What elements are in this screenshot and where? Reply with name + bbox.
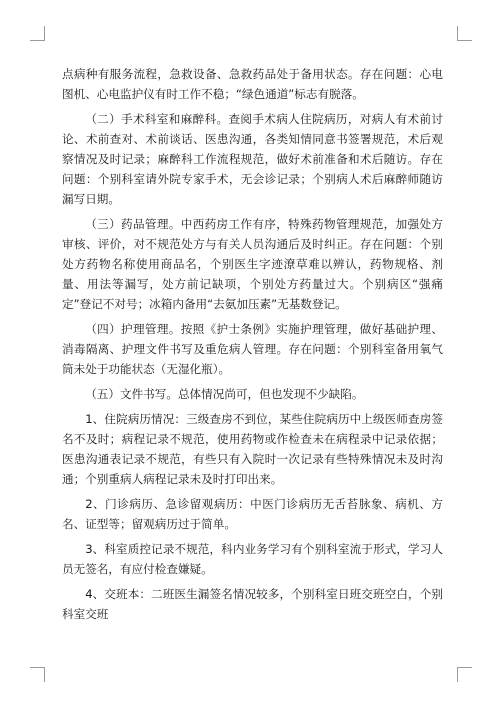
crop-mark-top-left xyxy=(30,26,45,41)
paragraph-shift-handover: 4、交班本：二班医生漏签名情况较多，个别科室日班交班空白，个别科室交班 xyxy=(62,587,443,621)
crop-mark-bottom-right xyxy=(457,667,472,682)
paragraph-outpatient-records: 2、门诊病历、急诊留观病历：中医门诊病历无舌苔脉象、病机、方名、证型等；留观病历过于简单。 xyxy=(62,497,443,531)
paragraph-drug-management: （三）药品管理。中西药房工作有序，特殊药物管理规范，加强处方审核、评价，对不规范处方与有关人员沟通后及时纠正。存在问题：个别处方药物名称使用商品名，个别医生字迹潦草难以辨认，药物规格、剂量、用法等漏写，处方前记缺项，个别处方药量过大。个别病区“强痛定”登记不对号；冰箱内备用“去氨加压素”无基数登记。 xyxy=(62,217,443,311)
paragraph-inpatient-records: 1、住院病历情况：三级查房不到位，某些住院病历中上级医师查房签名不及时；病程记录不规范，使用药物或作检查未在病程录中记录依据；医患沟通表记录不规范，有些只有入院时一次记录有些特殊情况未及时沟通；个别重病人病程记录未及时打印出来。 xyxy=(62,412,443,486)
document-body xyxy=(62,64,443,629)
paragraph-surgery-anesthesia: （二）手术科室和麻醉科。查阅手术病人住院病历，对病人有术前讨论、术前查对、术前谈话、医患沟通，各类知情同意书签署规范，术后观察情况及时记录；麻醉科工作流程规范，做好术前准备和术后随访。存在问题：个别科室请外院专家手术，无会诊记录；个别病人术后麻醉师随访漏写日期。 xyxy=(62,112,443,206)
paragraph-quality-control: 3、科室质控记录不规范，科内业务学习有个别科室流于形式，学习人员无签名，有应付检查嫌疑。 xyxy=(62,542,443,576)
paragraph-document-writing: （五）文件书写。总体情况尚可，但也发现不少缺陷。 xyxy=(85,387,364,401)
paragraph-nursing-management: （四）护理管理。按照《护士条例》实施护理管理，做好基础护理、消毒隔离、护理文件书写及重危病人管理。存在问题：个别科室备用氧气筒未处于功能状态（无湿化瓶）。 xyxy=(62,322,443,376)
crop-mark-top-right xyxy=(457,26,472,41)
crop-mark-bottom-left xyxy=(30,667,45,682)
paragraph-emergency-continued: 点病种有服务流程，急救设备、急救药品处于备用状态。存在问题：心电图机、心电监护仪有时工作不稳；“绿色通道”标志有脱落。 xyxy=(62,67,443,101)
